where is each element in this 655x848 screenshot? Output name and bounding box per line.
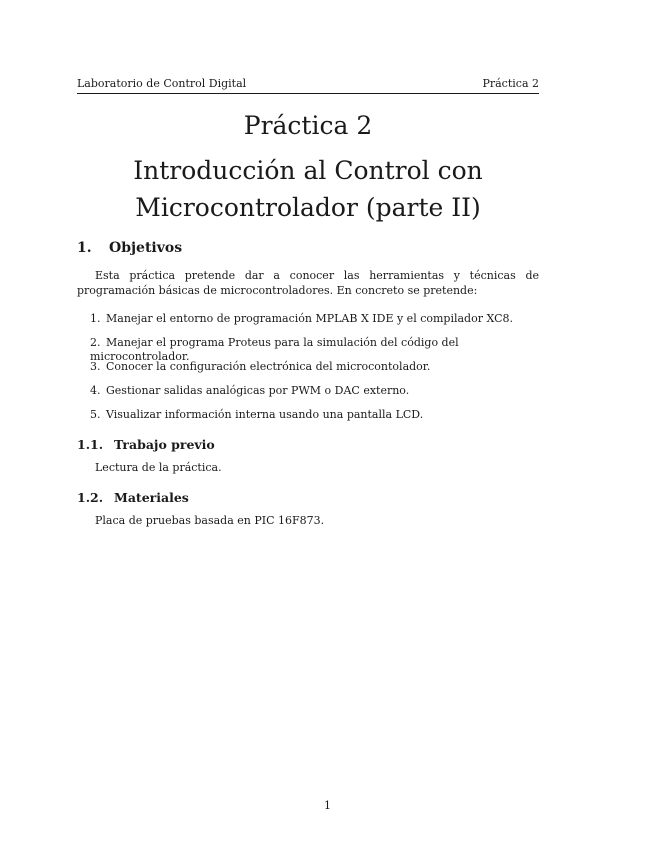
section-number: 1. [77,240,92,256]
practice-title: Práctica 2 [243,111,373,140]
subsection-title: Trabajo previo [114,437,215,452]
trabajo-previo-text: Lectura de la práctica. [95,461,222,474]
list-item [90,384,540,408]
subsection-heading-trabajo-previo [77,437,215,452]
main-title-line-1: Introducción al Control con [133,156,483,185]
list-item-number: 1. [90,312,101,325]
subsection-title: Materiales [114,490,189,505]
header-practice-label: Práctica 2 [482,77,539,90]
list-item-text: Manejar el programa Proteus para la simulación del código del microcontrolador. [90,336,459,363]
subsection-number: 1.2. [77,490,104,505]
subsection-number: 1.1. [77,437,104,452]
subsection-heading-materiales [77,490,189,505]
list-item-text: Visualizar información interna usando una pantalla LCD. [106,408,424,421]
list-item-number: 4. [90,384,101,397]
running-header [77,77,539,94]
list-item-text: Gestionar salidas analógicas por PWM o DAC externo. [106,384,410,397]
objectives-list [90,312,540,432]
list-item-number: 2. [90,336,101,349]
list-item [90,336,540,363]
objectives-paragraph: Esta práctica pretende dar a conocer las herramientas y técnicas de programación básicas de microcontroladores. En concreto se pretende: [77,269,539,297]
list-item [90,360,540,384]
title-block [77,108,539,226]
list-item [90,408,540,432]
list-item [90,312,540,336]
list-item-number: 5. [90,408,101,421]
section-title: Objetivos [109,240,183,256]
list-item-text: Conocer la configuración electrónica del microcontolador. [106,360,431,373]
header-course-name: Laboratorio de Control Digital [77,77,247,90]
section-heading-objetivos [77,240,182,256]
page-number: 1 [324,799,331,812]
main-title-line-2: Microcontrolador (parte II) [135,193,481,222]
main-title [77,152,539,226]
list-item-text: Manejar el entorno de programación MPLAB X IDE y el compilador XC8. [106,312,514,325]
list-item-number: 3. [90,360,101,373]
materiales-text: Placa de pruebas basada en PIC 16F873. [95,514,325,527]
